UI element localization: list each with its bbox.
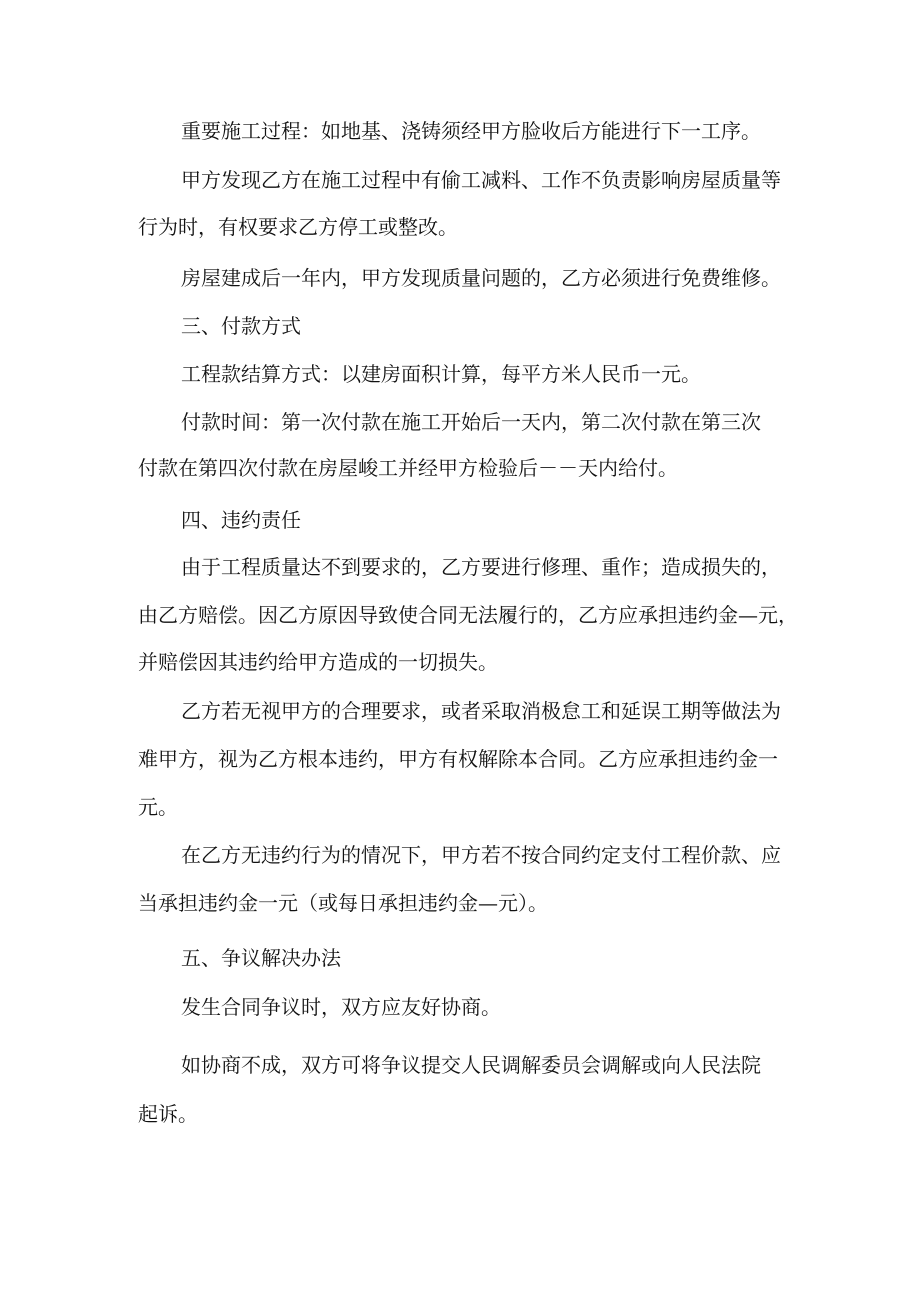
paragraph-line: 工程款结算方式：以建房面积计算，每平方米人民币一元。 (181, 362, 701, 386)
section-heading: 三、付款方式 (181, 314, 301, 338)
paragraph-line: 当承担违约金一元（或每日承担违约金—元）。 (138, 891, 548, 915)
section-heading: 五、争议解决办法 (181, 946, 341, 970)
paragraph-line: 发生合同争议时，双方应友好协商。 (181, 995, 501, 1019)
paragraph-line: 房屋建成后一年内，甲方发现质量问题的，乙方必须进行免费维修。 (181, 266, 781, 290)
section-heading: 四、违约责任 (181, 508, 301, 532)
paragraph-line: 元。 (138, 795, 178, 819)
paragraph-line: 如协商不成，双方可将争议提交人民调解委员会调解或向人民法院 (181, 1053, 761, 1077)
paragraph-line: 并赔偿因其违约给甲方造成的一切损失。 (138, 650, 498, 674)
paragraph-line: 甲方发现乙方在施工过程中有偷工减料、工作不负责影响房屋质量等 (181, 168, 781, 192)
paragraph-line: 行为时，有权要求乙方停工或整改。 (138, 215, 458, 239)
paragraph-line: 重要施工过程：如地基、浇铸须经甲方脸收后方能进行下一工序。 (181, 119, 761, 143)
paragraph-line: 由于工程质量达不到要求的，乙方要进行修理、重作；造成损失的， (181, 555, 781, 579)
paragraph-line: 由乙方赔偿。因乙方原因导致使合同无法履行的，乙方应承担违约金—元， (138, 603, 798, 627)
paragraph-line: 付款在第四次付款在房屋峻工并经甲方检验后－－天内给付。 (138, 456, 678, 480)
paragraph-line: 付款时间：第一次付款在施工开始后一天内，第二次付款在第三次 (181, 410, 761, 434)
paragraph-line: 在乙方无违约行为的情况下，甲方若不按合同约定支付工程价款、应 (181, 843, 781, 867)
paragraph-line: 难甲方，视为乙方根本违约，甲方有权解除本合同。乙方应承担违约金一 (138, 747, 778, 771)
paragraph-line: 起诉。 (138, 1102, 198, 1126)
paragraph-line: 乙方若无视甲方的合理要求，或者采取消极怠工和延误工期等做法为 (181, 699, 781, 723)
